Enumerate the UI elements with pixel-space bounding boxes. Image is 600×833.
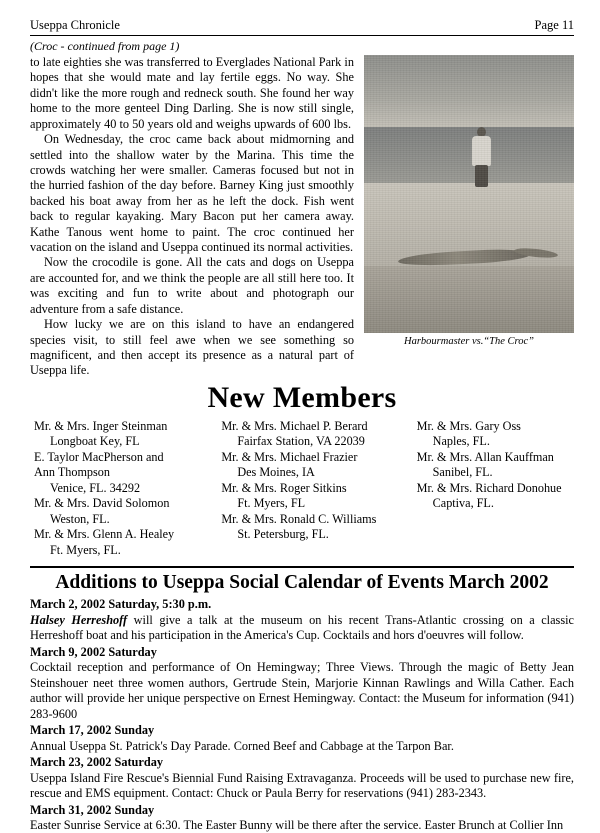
list-item [221, 450, 378, 481]
member-location: Naples, FL. [432, 434, 490, 449]
member-name: Mr. & Mrs. Allan Kauffman [416, 449, 554, 464]
publication-title: Useppa Chronicle [30, 18, 120, 32]
article-text-column [30, 55, 354, 379]
member-name: Mr. & Mrs. Glenn A. Healey [34, 527, 175, 542]
member-location: Sanibel, FL. [432, 465, 493, 480]
member-location: Venice, FL. 34292 [50, 480, 141, 495]
member-name: E. Taylor MacPherson and [34, 449, 164, 464]
calendar-heading: Additions to Useppa Social Calendar of Events March 2002 [55, 572, 549, 594]
calendar-entry-date: March 2, 2002 Saturday, 5:30 p.m. [30, 597, 212, 612]
photo-caption: Harbourmaster vs.“The Croc” [404, 336, 534, 347]
calendar-entry-date: March 23, 2002 Saturday [30, 755, 163, 770]
calendar-entry-lead: Halsey Herreshoff [30, 612, 128, 627]
list-item [221, 481, 378, 512]
member-location: Ft. Myers, FL. [50, 542, 121, 557]
list-item [34, 496, 191, 527]
calendar-entry-body [30, 613, 574, 644]
member-location: St. Petersburg, FL. [237, 527, 329, 542]
calendar-entry-date: March 9, 2002 Saturday [30, 644, 157, 659]
page-number: Page 11 [534, 18, 574, 32]
list-item [34, 450, 191, 496]
list-item [34, 419, 191, 450]
member-name: Mr. & Mrs. Inger Steinman [34, 418, 168, 433]
calendar-entry [30, 803, 574, 833]
list-item [417, 481, 574, 512]
calendar-entry [30, 597, 574, 643]
member-location: Ft. Myers, FL [237, 496, 306, 511]
calendar-entry [30, 755, 574, 801]
photo-column [364, 55, 574, 379]
member-location: Weston, FL. [50, 511, 110, 526]
member-name: Mr. & Mrs. David Solomon [34, 496, 170, 511]
calendar-entries [30, 597, 574, 833]
list-item [221, 419, 378, 450]
header-divider [30, 35, 574, 36]
new-members-column-3 [379, 419, 574, 558]
member-location: Captiva, FL. [432, 496, 494, 511]
member-location: Longboat Key, FL [50, 434, 140, 449]
list-item [34, 527, 191, 558]
member-location: Fairfax Station, VA 22039 [237, 434, 365, 449]
calendar-entry-date: March 31, 2002 Sunday [30, 802, 155, 817]
new-members-column-2 [191, 419, 378, 558]
member-name: Mr. & Mrs. Roger Sitkins [221, 480, 347, 495]
section-divider [30, 566, 574, 568]
beach-photo [364, 55, 574, 333]
top-article-area [30, 55, 574, 379]
calendar-entry [30, 645, 574, 722]
article-paragraph: On Wednesday, the croc came back about midmorning and settled into the shallow water by the Marina. This time the crowds watching her were smaller. Cameras focused but not in the hurried fashion of the day before. Barney King just smoothly backed his boat away from her as he left the dock. Fish went back to regular kayaking. Mary Bacon put her camera away. Kathe Tanous went home to paint. The croc continued her vacation on the island and Useppa continued its normal activities. [30, 132, 354, 255]
member-name: Mr. & Mrs. Ronald C. Williams [221, 511, 377, 526]
list-item [417, 419, 574, 450]
calendar-entry-body: Easter Sunrise Service at 6:30. The Easter Bunny will be there after the service. Easter Brunch at Collier Inn [30, 818, 564, 832]
calendar-entry-date: March 17, 2002 Sunday [30, 723, 155, 738]
running-head [30, 18, 574, 35]
member-name: Mr. & Mrs. Gary Oss [416, 418, 521, 433]
member-name: Mr. & Mrs. Richard Donohue [416, 480, 562, 495]
new-members-heading: New Members [207, 380, 397, 414]
list-item [221, 512, 378, 543]
new-members-list [30, 419, 574, 558]
member-name: Mr. & Mrs. Michael Frazier [221, 449, 358, 464]
member-location: Des Moines, IA [237, 465, 315, 480]
calendar-entry-body: Cocktail reception and performance of On Hemingway; Three Views. Through the magic of Betty Jean Steinshouer neet three women authors, Gertrude Stein, Marjorie Kinnan Rawlings and Willa Cather. Each author will provide her unique perspective on Ernest Hemingway. Contact: the Museum for information (941) 283-9600 [30, 660, 574, 721]
calendar-entry-body: Useppa Island Fire Rescue's Biennial Fund Raising Extravaganza. Proceeds will be used to purchase new fire, rescue and EMS equipment. Contact: Chuck or Paula Berry for reservations (941) 283-2343. [30, 770, 574, 801]
calendar-entry [30, 723, 574, 754]
member-name: Mr. & Mrs. Michael P. Berard [221, 418, 368, 433]
article-paragraph: How lucky we are on this island to have an endangered species visit, to still feel awe when we see something so magnificent, and then accept its presence as a natural part of Useppa life. [30, 317, 354, 378]
calendar-entry-text: will give a talk at the museum on his recent Trans-Atlantic crossing on a classic Herreshoff boat and his participation in the America's Cup. Cocktails and hors d'oeuvres will follow. [30, 612, 574, 643]
member-name: Ann Thompson [34, 465, 110, 480]
article-paragraph: Now the crocodile is gone. All the cats and dogs on Useppa are accounted for, and we think the people are all still here too. It was exciting and fun to write about and photograph our adventure from a safe distance. [30, 255, 354, 316]
calendar-entry-body: Annual Useppa St. Patrick's Day Parade. Corned Beef and Cabbage at the Tarpon Bar. [30, 738, 454, 753]
list-item [417, 450, 574, 481]
new-members-column-1 [30, 419, 191, 558]
article-paragraph: to late eighties she was transferred to Everglades National Park in hopes that she would mate and lay fertile eggs. No way. She didn't like the more rough and redneck south. She found her way home to the more genteel Ding Darling. She is now still single, approximately 40 to 50 years old and weighs upwards of 600 lbs. [30, 55, 354, 131]
continued-from-note: (Croc - continued from page 1) [30, 39, 180, 53]
photo-grain-overlay [364, 55, 574, 333]
